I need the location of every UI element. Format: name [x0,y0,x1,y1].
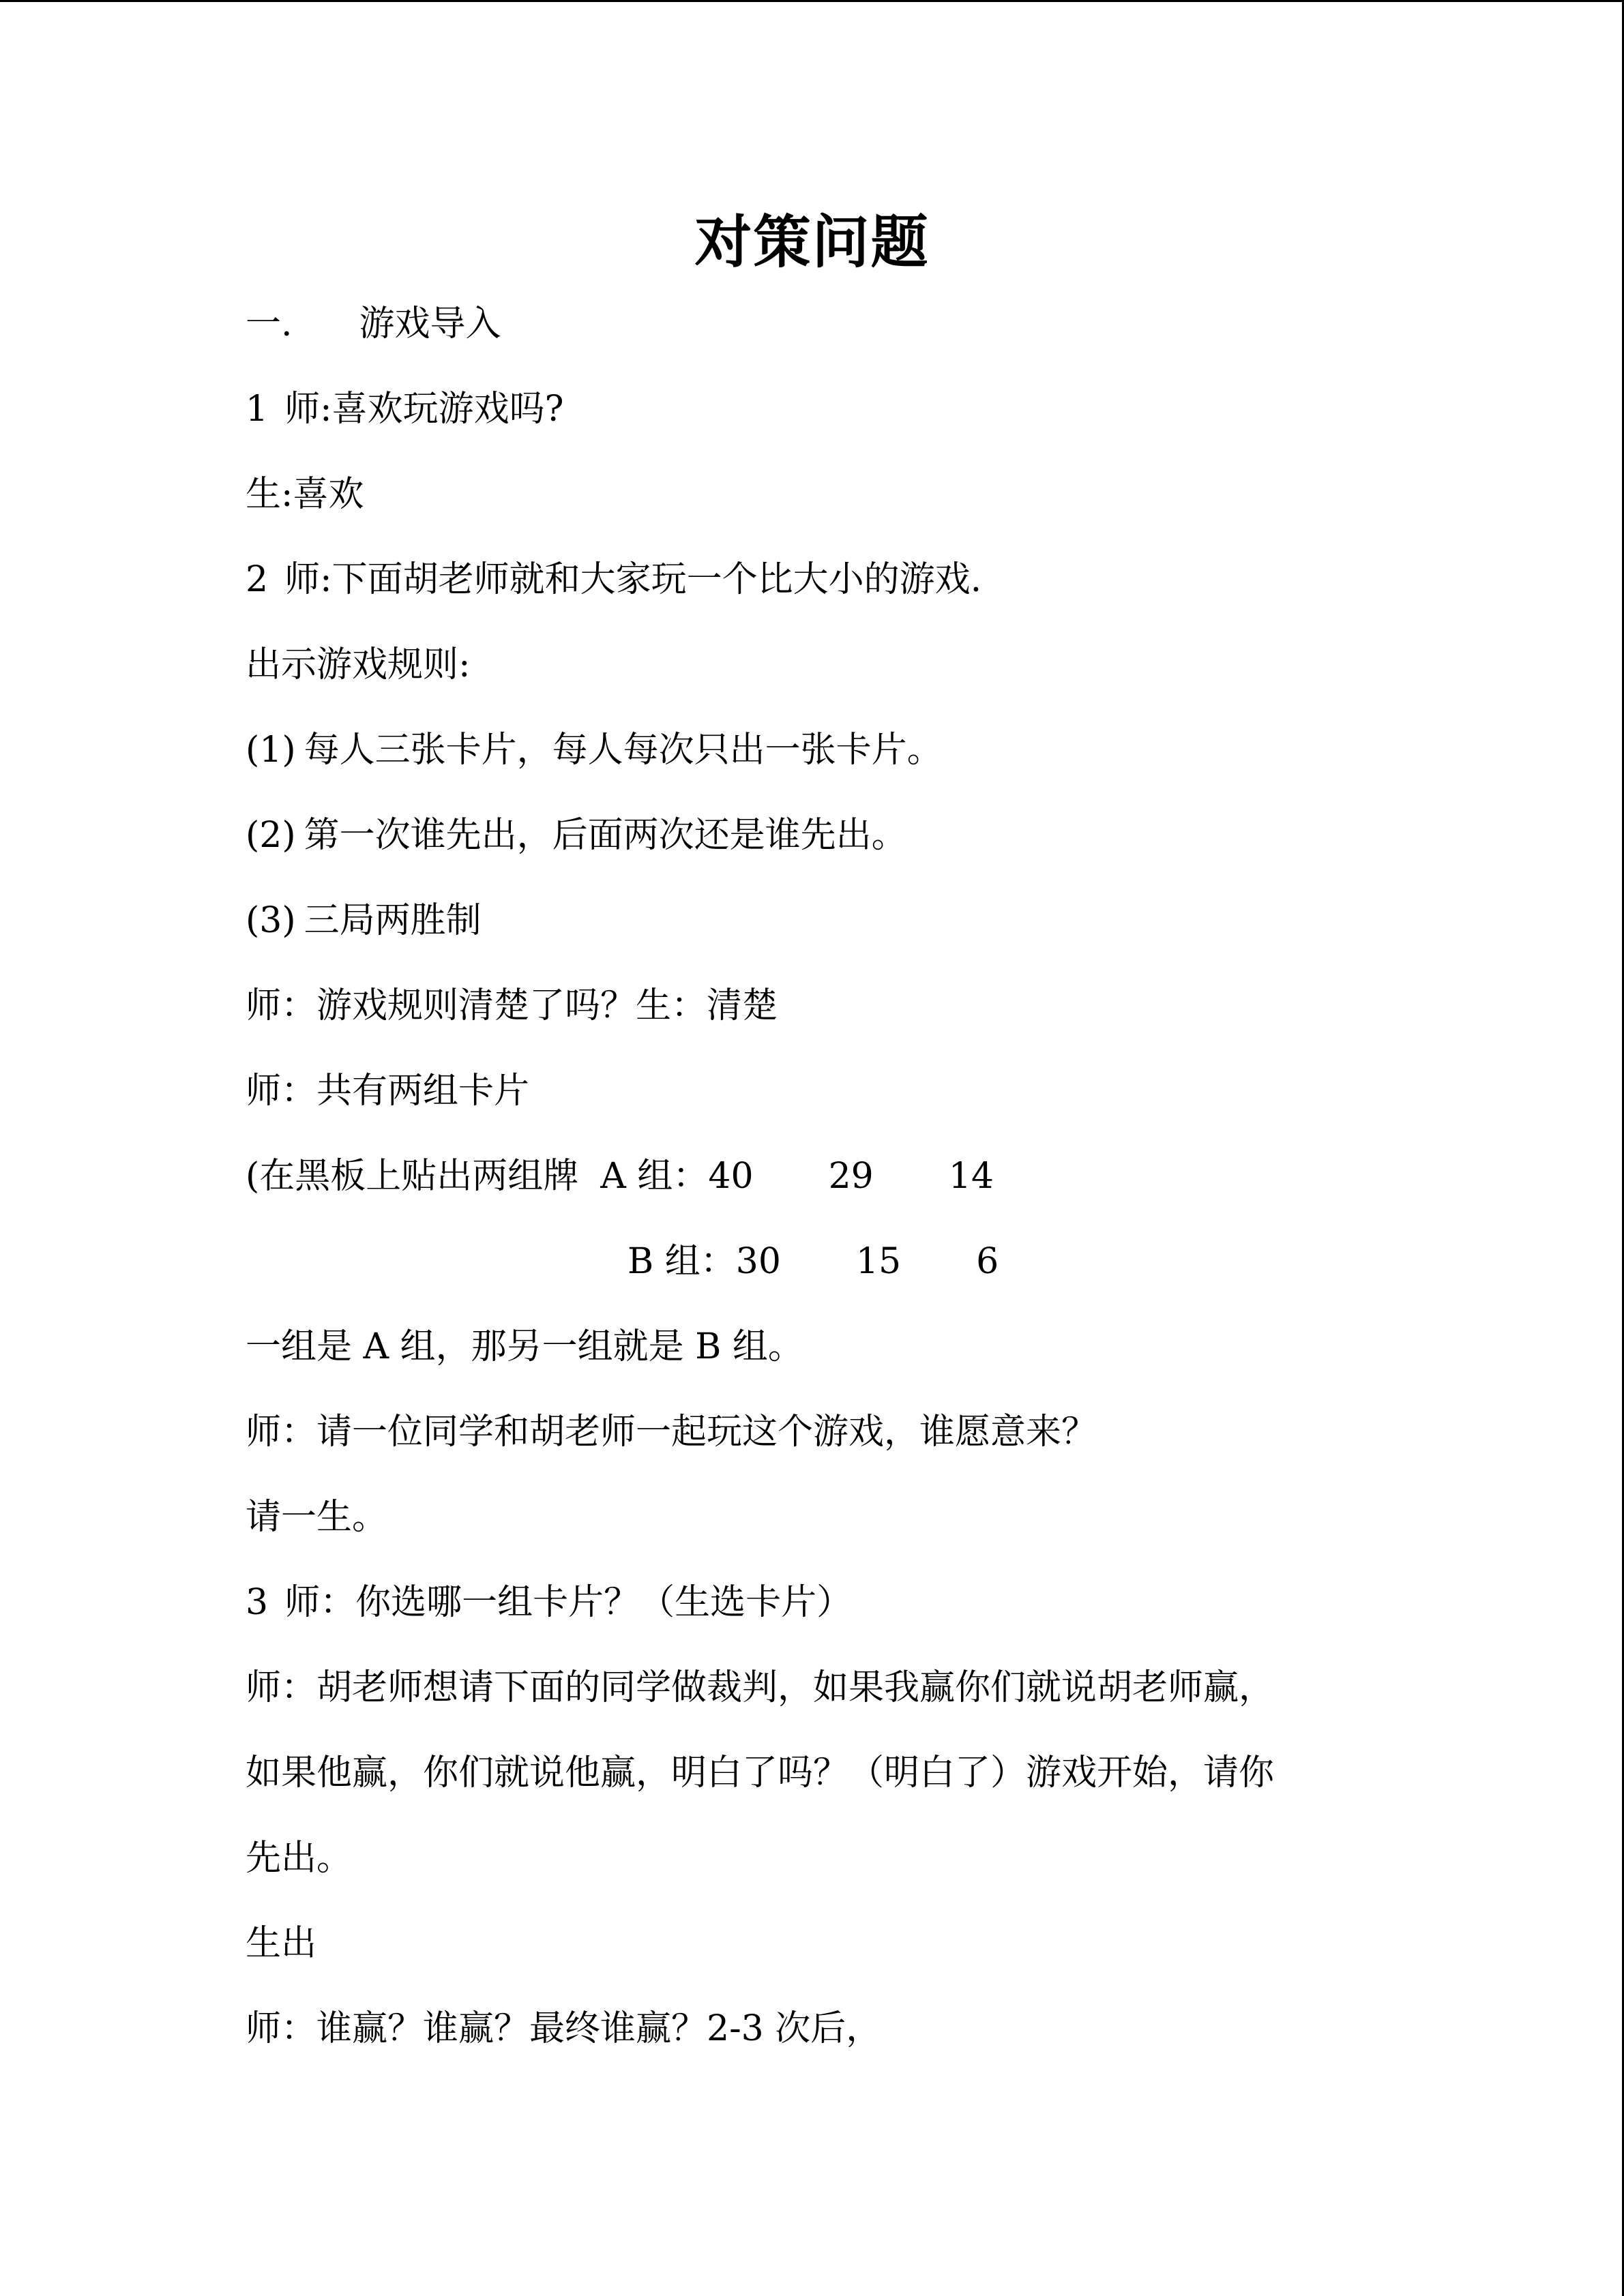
rule-text: 三局两胜制 [304,900,482,941]
dialogue-line-13: 师：请一位同学和胡老师一起玩这个游戏，谁愿意来？ [246,1412,1097,1452]
rule-number: (3) [246,900,296,941]
dialogue-line-8: 师：游戏规则清楚了吗？生：清楚 [246,985,778,1026]
group-a-value: 40 [708,1156,754,1197]
section-title: 游戏导入 [359,303,501,344]
dialogue-line-14: 请一生。 [246,1497,388,1538]
dialogue-line-18: 先出。 [246,1838,353,1879]
dialogue-line-16: 师：胡老师想请下面的同学做裁判，如果我赢你们就说胡老师赢， [246,1667,1275,1708]
group-b-label: B 组： [628,1241,736,1282]
rule-item-3 [246,897,482,944]
line-text: 师：你选哪一组卡片？（生选卡片） [284,1582,853,1623]
page-top-border [0,0,1624,2]
rule-text: 第一次谁先出，后面两次还是谁先出。 [304,815,907,856]
rule-text: 每人三张卡片，每人每次只出一张卡片。 [304,730,943,771]
card-group-b-line [628,1238,999,1285]
group-a-label: A 组： [600,1156,709,1197]
section-heading [246,300,501,348]
rule-number: (1) [246,730,296,771]
step-number: 3 [246,1582,269,1623]
line-text: 师:喜欢玩游戏吗? [284,389,564,430]
dialogue-line-9: 师：共有两组卡片 [246,1071,530,1112]
group-a-value: 14 [948,1156,994,1197]
step-number: 1 [246,389,269,430]
dialogue-line-2: 生:喜欢 [246,474,364,515]
group-b-value: 15 [855,1241,902,1282]
group-a-value: 29 [828,1156,874,1197]
line-text: 师:下面胡老师就和大家玩一个比大小的游戏. [284,559,982,600]
document-title: 对策问题 [694,208,930,275]
rule-number: (2) [246,815,296,856]
dialogue-line-3 [246,556,981,603]
rules-intro: 出示游戏规则: [246,644,471,685]
dialogue-line-20: 师：谁赢？谁赢？最终谁赢？2-3 次后， [246,2008,882,2049]
card-group-a-line [246,1152,994,1200]
dialogue-line-17: 如果他赢，你们就说他赢，明白了吗？（明白了）游戏开始，请你 [246,1753,1275,1793]
group-b-value: 30 [735,1241,781,1282]
step-number: 2 [246,559,269,600]
blackboard-note: (在黑板上贴出两组牌 [246,1156,579,1197]
group-b-value: 6 [976,1241,999,1282]
section-number: 一. [246,303,293,344]
rule-item-2 [246,811,907,859]
dialogue-line-15 [246,1579,852,1626]
dialogue-line-19: 生出 [246,1923,317,1964]
rule-item-1 [246,726,943,774]
dialogue-line-12: 一组是 A 组，那另一组就是 B 组。 [246,1326,803,1367]
dialogue-line-1 [246,385,564,433]
